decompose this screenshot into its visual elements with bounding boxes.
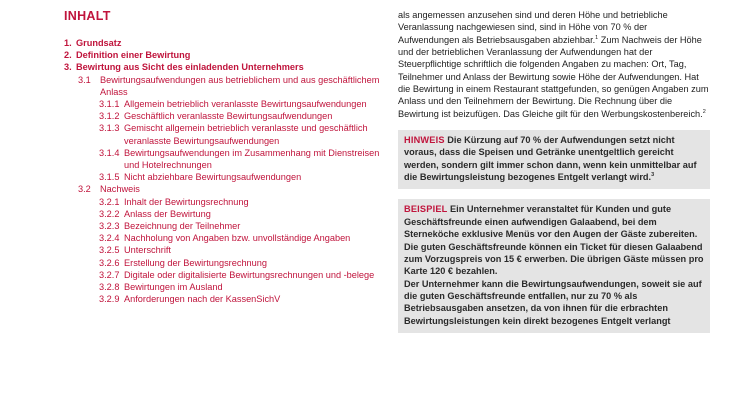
toc-item-number: 3.2 xyxy=(78,184,91,195)
toc-item-number: 3.1.2 xyxy=(99,111,120,122)
body-text-1: als angemessen anzusehen sind und deren Höhe und betriebliche Veranlassung nachgewiesen sind, sind in Höhe von 70 % der Aufwendungen als Betriebsausgaben abziehbar. xyxy=(398,10,668,45)
toc-item-number: 3.2.3 xyxy=(99,221,120,232)
toc-item-number: 3.2.4 xyxy=(99,233,120,244)
beispiel-text-2: Der Unternehmer kann die Bewirtungsaufwendungen, soweit sie auf die guten Geschäftsfreunde entfallen, nur zu 70 % als Betriebsausgaben ansetzen, da von ihnen für die erbrachten Bewirtungsleistungen kein direkt bezogenes Entgelt verlangt xyxy=(404,278,702,326)
toc-item-2[interactable] xyxy=(62,49,380,61)
footnote-ref-1[interactable]: 1 xyxy=(595,34,599,41)
toc-item-3-2[interactable] xyxy=(62,183,380,195)
toc-item-3-2-6[interactable] xyxy=(62,257,380,269)
toc-item-3-1-2[interactable] xyxy=(62,110,380,122)
toc-list xyxy=(62,37,380,305)
toc-item-3-2-2[interactable] xyxy=(62,208,380,220)
toc-item-number: 3.1.3 xyxy=(99,123,120,134)
toc-item-title: Digitale oder digitalisierte Bewirtungsrechnungen und -belege xyxy=(124,269,375,280)
toc-item-title: Bewirtung aus Sicht des einladenden Unternehmers xyxy=(76,62,304,73)
toc-item-title: Bewirtungsaufwendungen im Zusammenhang mit Dienstreisen und Hotelrechnungen xyxy=(124,147,380,171)
toc-item-3-2-9[interactable] xyxy=(62,293,380,305)
toc-item-3-1-5[interactable] xyxy=(62,171,380,183)
toc-item-number: 3.1.4 xyxy=(99,147,120,158)
toc-item-number: 3.2.2 xyxy=(99,208,120,219)
footnote-ref-3[interactable]: 3 xyxy=(651,172,655,179)
toc-item-title: Grundsatz xyxy=(76,38,122,48)
toc-item-number: 3.2.7 xyxy=(99,269,120,280)
toc-item-title: Nachholung von Angaben bzw. unvollständige Angaben xyxy=(124,233,351,244)
beispiel-label: BEISPIEL xyxy=(404,204,448,215)
toc-item-number: 3.1.1 xyxy=(99,99,120,110)
toc-item-title: Nachweis xyxy=(100,184,140,195)
toc-item-3-2-5[interactable] xyxy=(62,244,380,256)
toc-item-3-2-8[interactable] xyxy=(62,281,380,293)
body-text-2: Zum Nachweis der Höhe und der betrieblichen Veranlassung der Aufwendungen hat der Steuerpflichtige schriftlich die folgenden Angaben zu machen: Ort, Tag, Teilnehmer und Anlass der Bewirtung sowie Höhe der Aufwendungen. Hat die Bewirtung in einem Restaurant stattgefunden, so genügen Angaben zum Anlass und den Teilnehmern der Bewirtung. Die Rechnung über die Bewirtung ist beizufügen. Das Gleiche gilt für den Werbungskostenbereich. xyxy=(398,34,709,119)
toc-item-number: 3.1.5 xyxy=(99,172,120,183)
hinweis-label: HINWEIS xyxy=(404,135,445,146)
toc-item-title: Allgemein betrieblich veranlasste Bewirtungsaufwendungen xyxy=(124,99,367,110)
text-column xyxy=(398,9,710,333)
toc-item-title: Anlass der Bewirtung xyxy=(124,208,211,219)
toc-item-number: 3.1 xyxy=(78,74,91,85)
toc-item-number: 3.2.5 xyxy=(99,245,120,256)
toc-item-title: Unterschrift xyxy=(124,245,171,256)
toc-item-number: 3.2.1 xyxy=(99,196,120,207)
toc-item-title: Gemischt allgemein betrieblich veranlasste und geschäftlich veranlasste Bewirtungsaufwendungen xyxy=(124,123,368,146)
hinweis-box xyxy=(398,130,710,189)
body-paragraph xyxy=(398,9,710,120)
toc-item-3-1-1[interactable] xyxy=(62,98,380,110)
toc-item-number: 3.2.8 xyxy=(99,282,120,293)
beispiel-box xyxy=(398,199,710,332)
toc-item-title: Bewirtungsaufwendungen aus betrieblichem und aus geschäftlichem Anlass xyxy=(100,74,380,97)
toc-item-3-2-7[interactable] xyxy=(62,269,380,281)
beispiel-text-1: Ein Unternehmer veranstaltet für Kunden und gute Geschäftsfreunde einen aufwendigen Galaabend, bei dem Sterneköche exklusive Menüs vor den Augen der Gäste zubereiten. Die guten Geschäftsfreunde können ein Ticket für diesen Galaabend zum Vorzugspreis von 15 € erwerben. Die übrigen Gäste müssen pro Karte 120 € bezahlen. xyxy=(404,204,704,277)
toc-item-title: Geschäftlich veranlasste Bewirtungsaufwendungen xyxy=(124,111,333,122)
toc-item-title: Inhalt der Bewirtungsrechnung xyxy=(124,196,249,207)
toc-heading: INHALT xyxy=(64,9,111,23)
toc-item-title: Erstellung der Bewirtungsrechnung xyxy=(124,257,267,268)
toc-item-3-2-3[interactable] xyxy=(62,220,380,232)
toc-item-3[interactable] xyxy=(62,61,380,73)
toc-item-3-1-4[interactable] xyxy=(62,147,380,171)
toc-item-title: Bezeichnung der Teilnehmer xyxy=(124,221,241,232)
toc-item-1[interactable] xyxy=(62,37,380,49)
toc-item-number: 3.2.6 xyxy=(99,257,120,268)
toc-item-3-2-4[interactable] xyxy=(62,232,380,244)
toc-item-number: 1. xyxy=(64,38,72,48)
toc-item-title: Anforderungen nach der KassenSichV xyxy=(124,294,281,305)
toc-column xyxy=(62,9,380,305)
toc-item-title: Nicht abziehbare Bewirtungsaufwendungen xyxy=(124,172,302,183)
toc-item-title: Bewirtungen im Ausland xyxy=(124,282,223,293)
toc-item-number: 3. xyxy=(64,62,72,73)
toc-item-title: Definition einer Bewirtung xyxy=(76,50,191,61)
toc-item-number: 2. xyxy=(64,50,72,61)
toc-item-3-2-1[interactable] xyxy=(62,196,380,208)
hinweis-text: Die Kürzung auf 70 % der Aufwendungen setzt nicht voraus, dass die Speisen und Getränke unentgeltlich gereicht werden, sondern gilt immer schon dann, wenn kein unmittelbar auf die Bewirtungsleistung bezogenes Entgelt verlangt wird. xyxy=(404,135,697,183)
toc-item-3-1[interactable] xyxy=(62,74,380,98)
footnote-ref-2[interactable]: 2 xyxy=(702,108,706,115)
toc-item-3-1-3[interactable] xyxy=(62,122,380,146)
toc-item-number: 3.2.9 xyxy=(99,294,120,305)
